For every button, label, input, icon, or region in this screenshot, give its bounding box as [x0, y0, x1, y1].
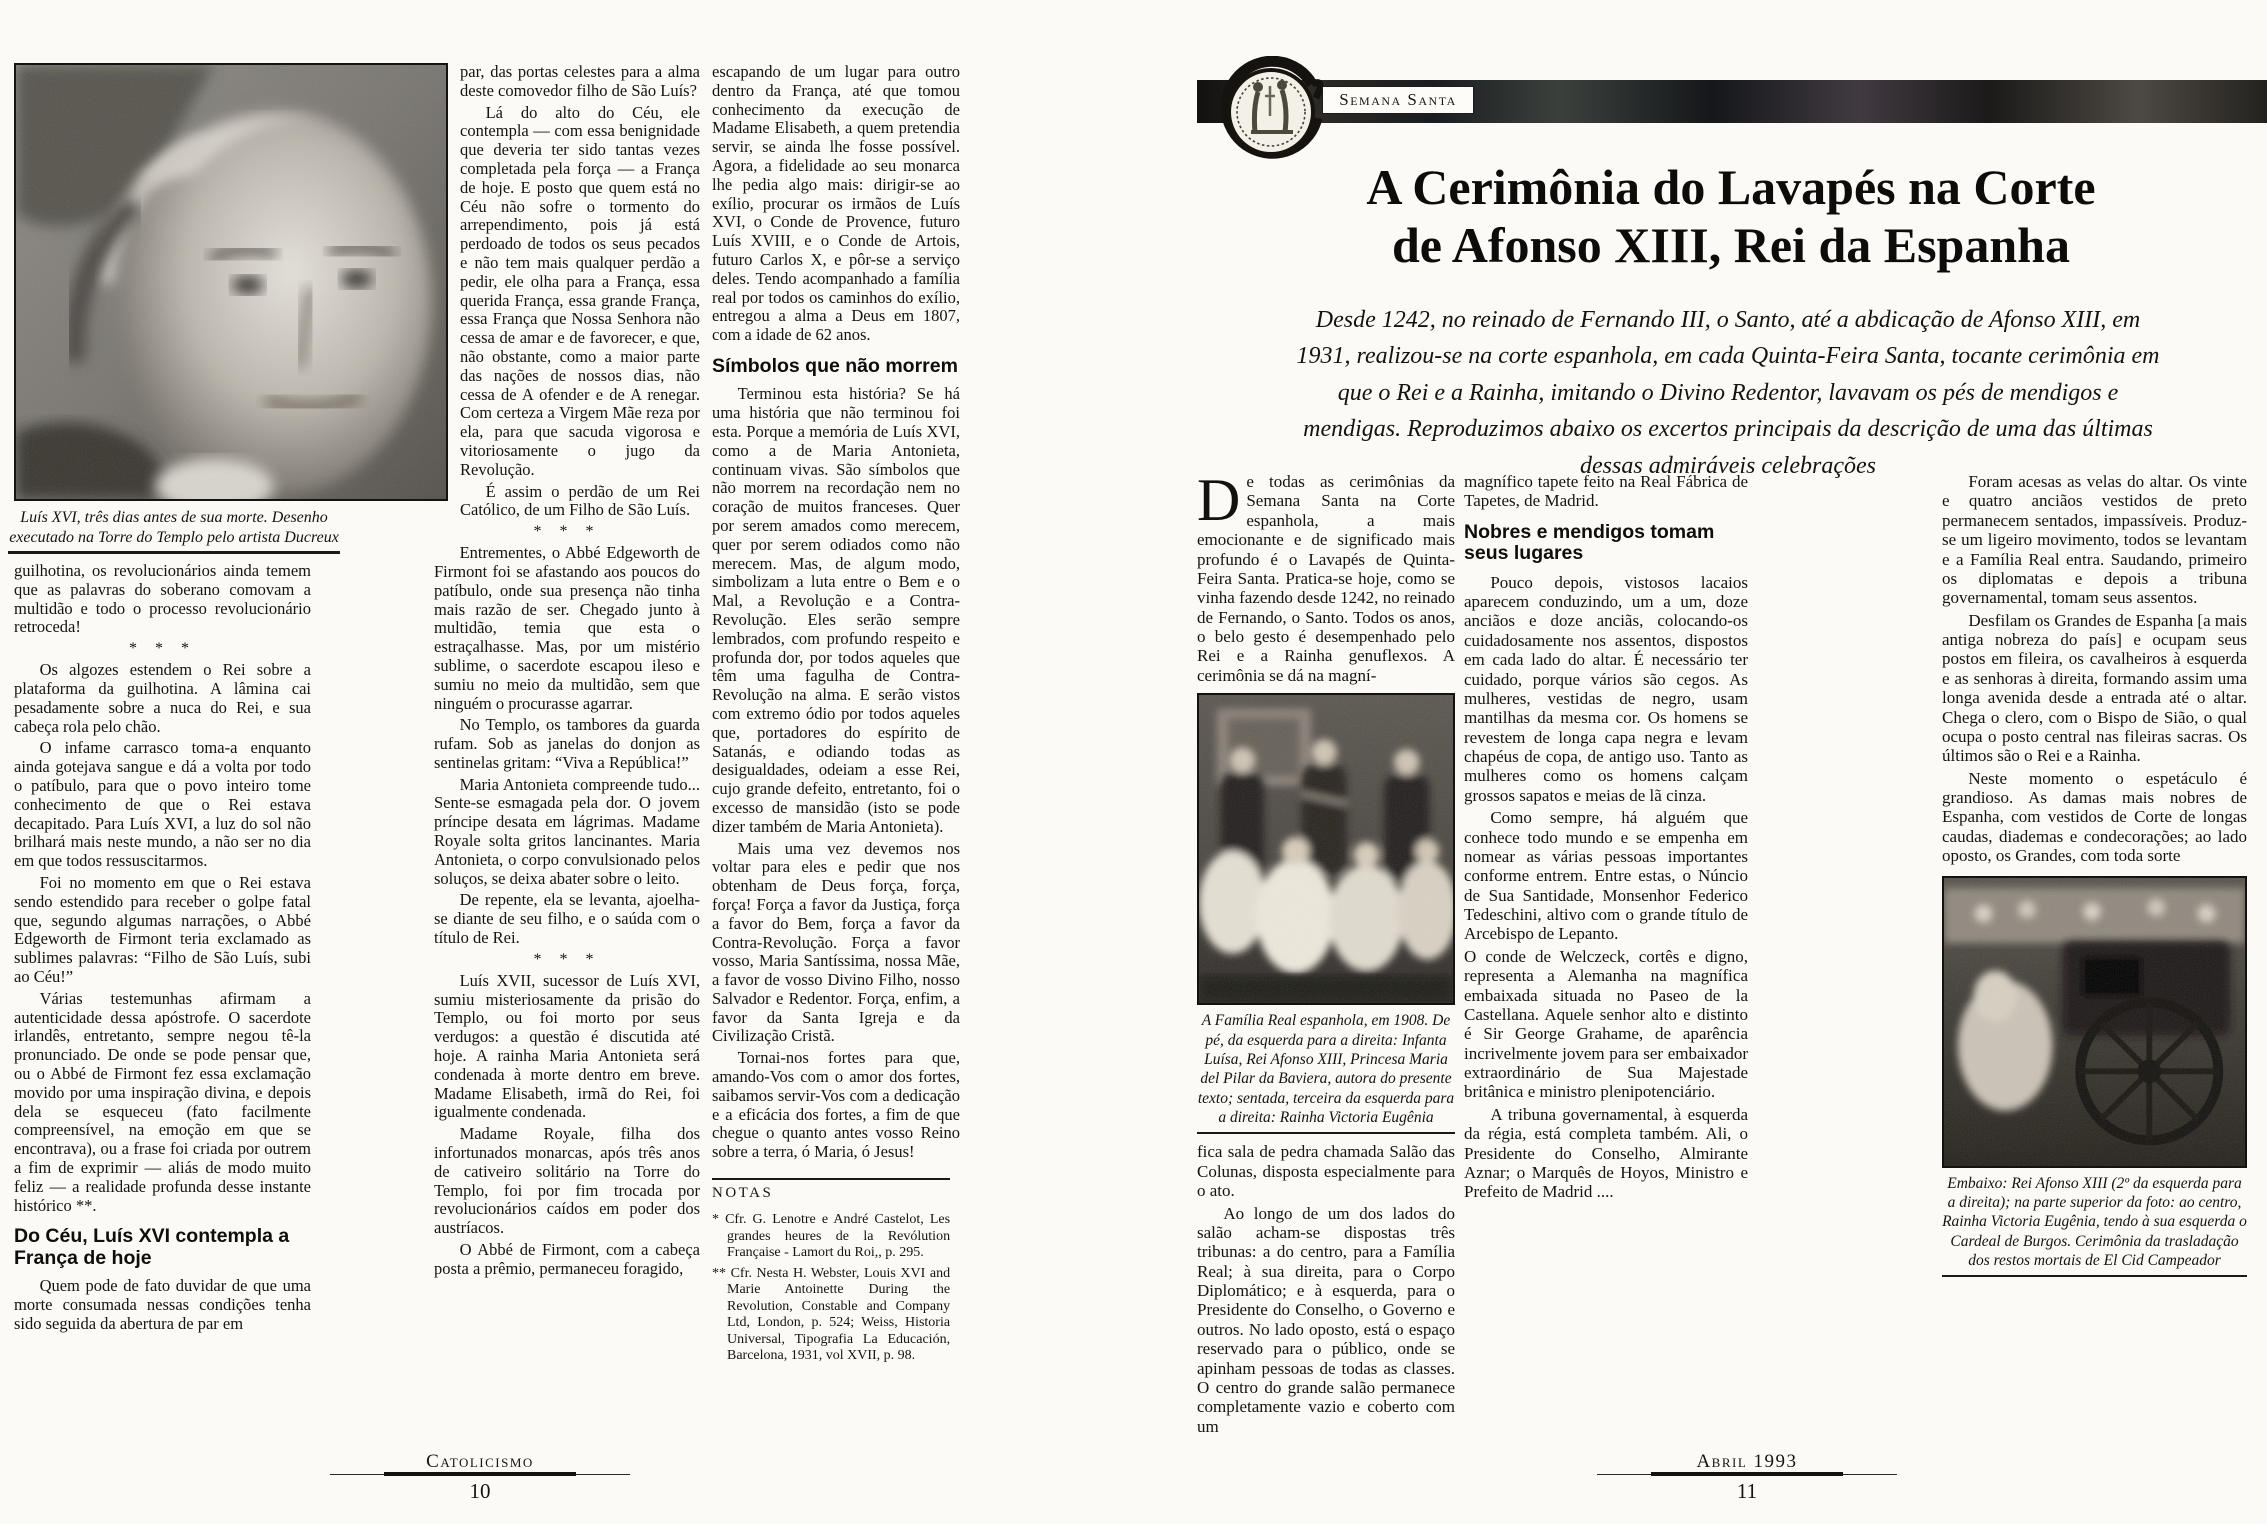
paragraph-with-dropcap [1197, 467, 1455, 685]
cid-ceremony-photo [1942, 876, 2247, 1168]
article-title-line1: A Cerimônia do Lavapés na Corte [1366, 159, 2096, 215]
right-column-3 [1942, 472, 2247, 1285]
paragraph: O Abbé de Firmont, com a cabeça posta a prêmio, permaneceu foragido, [434, 1240, 700, 1278]
section-separator: * * * [129, 640, 196, 658]
paragraph: escapando de um lugar para outro dentro da França, até que tomou conhecimento da execução de Madame Elisabeth, a quem pretendia servir, se ainda lhe fosse possível. Agora, a fidelidade ao seu monarca lhe pedia algo mais: dirigir-se ao exílio, procurar os irmãos de Luís XVI, o Conde de Provence, futuro Luís XVIII, e o Conde de Artois, futuro Carlos X, e pôr-se a serviço deles. Tendo acompanhado a família real por todos os caminhos do exílio, entregou a alma a Deus em 1807, com a idade de 62 anos. [712, 62, 960, 345]
paragraph: Quem pode de fato duvidar de que uma morte consumada nessas condições tenha sido seguida da abertura de par em [14, 1276, 311, 1333]
paragraph: Lá do alto do Céu, ele contempla — com essa benignidade que deveria ter sido tantas vezes completada pela força — a França de hoje. E posto que quem está no Céu não sofre o tormento do arrependimento, pois já está perdoado de todos os seus pecados e não tem mais qualquer perdão a pedir, ele olha para a França, essa querida França, essa grande França, essa França que Nossa Senhora não cessa de amar e de favorecer, e que, não obstante, como a maior parte das nações de nossos dias, não cessa de A ofender e de A renegar. Com certeza a Virgem Mãe reza por ela, para que sacuda vigorosa e vitoriosamente o jugo da Revolução. [460, 102, 700, 479]
article-title-line2: de Afonso XIII, Rei da Espanha [1392, 217, 2070, 273]
paragraph: Tornai-nos fortes para que, amando-Vos com o amor dos fortes, saibamos servir-Vos com a dedicação e a eficácia dos fortes, a fim de que chegue o quanto antes vosso Reino sobre a terra, ó Maria, ó Jesus! [712, 1048, 960, 1162]
footnote: * Cfr. G. Lenotre e André Castelot, Les grandes heures de la Revólution Française - Lamort du Roi,, p. 295. [712, 1212, 951, 1261]
paragraph: Ao longo de um dos lados do salão acham-se dispostas três tribunas: a do centro, para a Família Real; à sua direita, para o Corpo Diplomático; e à esquerda, para o Presidente do Conselho, o Governo e outros. No lado oposto, está o espaço reservado para o público, onde se apinham pessoas de todas as classes. O centro do grande salão permanece completamente vazio e coberto com um [1197, 1203, 1455, 1436]
paragraph: guilhotina, os revolucionários ainda temem que as palavras do soberano comovam a multidão e todo o processo revolucionário retroceda! [14, 561, 311, 637]
medallion-logo-icon [1218, 56, 1330, 168]
paragraph-text: e todas as cerimônias da Semana Santa na Corte espanhola, a mais emocionante e de significado mais profundo é o Lavapés de Quinta-Feira Santa. Pratica-se hoje, como se vinha fazendo desde 1242, no reinado de Fernando, o Santo. Todos os anos, o belo gesto é desempenhado pelo Rei e a Rainha genuflexos. A cerimônia se dá na magní- [1197, 472, 1455, 685]
royal-family-illustration [1199, 695, 1453, 1003]
page-number: 10 [469, 1479, 491, 1503]
footnote: ** Cfr. Nesta H. Webster, Louis XVI and Marie Antoinette During the Revolution, Constable and Company Ltd, London, p. 524; Weiss, Historia Universal, Tipografia La Educación, Barcelona, 1931, vol XVII, p. 98. [712, 1265, 951, 1364]
paragraph: A tribuna governamental, à esquerda da régia, está completa também. Ali, o Presidente do Conselho, Almirante Aznar; o Marquês de Hoyos, Ministro e Prefeito de Madrid .... [1464, 1104, 1748, 1202]
paragraph: Entrementes, o Abbé Edgeworth de Firmont foi se afastando aos poucos do patíbulo, onde sua presença não tinha mais razão de ser. Chegado junto à multidão, temia que esta o estraçalhasse. Mas, por um mistério sublime, o sacerdote escapou ileso e sumiu no meio da multidão, sem que ninguém o procurasse agarrar. [434, 543, 700, 713]
royal-family-photo-caption: A Família Real espanhola, em 1908. De pé, da esquerda para a direita: Infanta Luísa, Rei Afonso XIII, Princesa Maria del Pilar da Baviera, autora do presente texto; sentada, terceira da esquerda para a direita: Rainha Victoria Eugênia [1197, 1011, 1455, 1134]
dropcap-letter: D [1197, 467, 1241, 533]
right-column-2 [1464, 472, 1748, 1205]
article-lede: Desde 1242, no reinado de Fernando III, o Santo, até a abdicação de Afonso XIII, em 1931, realizou-se na corte espanhola, em cada Quinta-Feira Santa, tocante cerimônia em que o Rei e a Rainha, imitando o Divino Redentor, lavavam os pés de mendigos e mendigas. Reproduzimos abaixo os excertos principais da descrição de uma das últimas dessas admiráveis celebrações [1296, 307, 2160, 479]
paragraph: par, das portas celestes para a alma deste comovedor filho de São Luís? [460, 62, 700, 100]
right-column-1 [1197, 467, 1455, 1439]
image-wrap-spacer [434, 63, 460, 511]
paragraph: Foi no momento em que o Rei estava sendo estendido para receber o golpe fatal que, segundo algumas narrações, o Abbé Edgeworth de Firmont teria exclamado as sublimes palavras: “Filho de São Luís, subi ao Céu!” [14, 872, 311, 986]
article-title [1195, 158, 2267, 274]
paragraph: Como sempre, há alguém que conhece todo mundo e se empenha em nomear as várias pessoas importantes conforme entrem. Entre estas, o Núncio de Sua Santidade, Monsenhor Federico Tedeschini, altivo com o grande título de Arcebispo de Lepanto. [1464, 808, 1748, 944]
paragraph: Luís XVII, sucessor de Luís XVI, sumiu misteriosamente da prisão do Templo, ou foi morto por seus verdugos: a questão é discutida até hoje. A rainha Maria Antonieta será condenada à morte dentro em breve. Madame Elisabeth, irmã do Rei, foi igualmente condenada. [434, 970, 700, 1122]
kicker-badge: Semana Santa [1322, 86, 1474, 114]
paragraph: magnífico tapete feito na Real Fábrica de Tapetes, de Madrid. [1464, 472, 1748, 511]
cid-ceremony-photo-caption: Embaixo: Rei Afonso XIII (2º da esquerda para a direita); na parte superior da foto: ao centro, Rainha Victoria Eugênia, tendo à sua esquerda o Cardeal de Burgos. Cerimônia da trasladação dos restos mortais de El Cid Campeador [1942, 1174, 2247, 1278]
paragraph: fica sala de pedra chamada Salão das Colunas, disposta especialmente para o ato. [1197, 1142, 1455, 1201]
paragraph: É assim o perdão de um Rei Católico, de um Filho de São Luís. [460, 481, 700, 520]
portrait-illustration [16, 65, 446, 499]
medallion-illustration [1218, 56, 1330, 168]
paragraph: Desfilam os Grandes de Espanha [a mais antiga nobreza do país] e ocupam seus postos em fileira, os cavalheiros à esquerda e as senhoras à direita, formando assim uma longa avenida desde a entrada até o altar. Chega o clero, com o Bispo de Sião, o qual ocupa o posto central nas fileiras sacras. Os últimos são o Rei e a Rainha. [1942, 610, 2247, 766]
paragraph: Os algozes estendem o Rei sobre a plataforma da guilhotina. A lâmina cai pesadamente sobre a nuca do Rei, e sua cabeça rola pelo chão. [14, 660, 311, 736]
paragraph: O infame carrasco toma-a enquanto ainda gotejava sangue e dá a volta por todo o patíbulo, para que o povo inteiro tome conhecimento de que o Rei estava decapitado. Para Luís XVI, a luz do sol não brilhará mais neste mundo, a não ser no dia em que todos ressuscitarmos. [14, 738, 311, 871]
paragraph: Neste momento o espetáculo é grandioso. As damas mais nobres de Espanha, com vestidos de Corte de longas caudas, diademas e condecorações; ao lado oposto, os Grandes, com toda sorte [1942, 768, 2247, 866]
paragraph: Mais uma vez devemos nos voltar para eles e pedir que nos obtenham de Deus força, força, força! Força a favor da Justiça, força a favor do Bem, força a favor da Contra-Revolução. Força a favor vosso, Maria Santíssima, nossa Mãe, a favor de vosso Divino Filho, nosso Salvador e Redentor. Força, enfim, a favor da Santa Igreja e da Civilização Cristã. [712, 838, 960, 1046]
footer-rule [1597, 1474, 1897, 1480]
issue-date: Abril 1993 [1696, 1451, 1798, 1472]
paragraph: No Templo, os tambores da guarda rufam. Sob as janelas do donjon as sentinelas gritam: “Viva a República!” [434, 715, 700, 772]
footnotes-block [712, 1178, 950, 1365]
paragraph: Maria Antonieta compreende tudo... Sente-se esmagada pela dor. O jovem príncipe desata em lágrimas. Madame Royale solta gritos lancinantes. Maria Antonieta, o corpo convulsionado pelos soluços, se deixa abater sobre o leito. [434, 774, 700, 888]
section-separator: * * * [533, 950, 601, 968]
paragraph: Várias testemunhas afirmam a autenticidade dessa apóstrofe. O sacerdote irlandês, entretanto, sempre negou tê-la pronunciado. De onde se pode pensar que, ou o Abbé de Firmont fez essa exclamação movido por uma inspiração divina, e depois dela se esqueceu (fato facilmente compreensível, na emoção em que se encontrava), ou a frase foi criada por outrem a fim de exprimir — aliás de modo muito feliz — a realidade profunda desse instante histórico **. [14, 988, 311, 1215]
page-number: 11 [1736, 1479, 1758, 1503]
paragraph: Madame Royale, filha dos infortunados monarcas, após três anos de cativeiro solitário na Torre do Templo, foi por fim trocada por revolucionários caídos em poder dos austríacos. [434, 1124, 700, 1238]
paragraph: De repente, ela se levanta, ajoelha-se diante de seu filho, e o saúda com o título de Rei. [434, 890, 700, 948]
section-heading: Do Céu, Luís XVI contempla a França de hoje [14, 1225, 290, 1269]
left-column-2 [434, 63, 700, 1282]
footnotes-title: NOTAS [712, 1185, 774, 1202]
paragraph: Foram acesas as velas do altar. Os vinte e quatro anciãos vestidos de preto permanecem sentados, impassíveis. Produz-se um ligeiro movimento, todos se levantam e a Família Real entra. Saudando, primeiro os diplomatas e depois a tribuna governamental, tomam seus assentos. [1942, 472, 2247, 608]
portrait-caption: Luís XVI, três dias antes de sua morte. Desenho executado na Torre do Templo pelo artista Ducreux [8, 508, 340, 554]
section-heading: Símbolos que não morrem [712, 354, 958, 377]
section-heading: Nobres e mendigos tomam seus lugares [1464, 520, 1715, 565]
footer-rule [330, 1474, 630, 1480]
paragraph: Pouco depois, vistosos lacaios aparecem conduzindo, um a um, doze anciãos e doze anciãs, colocando-os cuidadosamente nos assentos, dispostos em cada lado do altar. É necessário ter cuidado, porque vários são cegos. As mulheres, vestidas de negro, usam mantilhas da mesma cor. Os homens se revestem de longa capa negra e levam chapéus de copa, de antigo uso. Tanto as mulheres como os homens calçam grossos sapatos e meias de lã cinza. [1464, 572, 1748, 805]
left-page-footer [330, 1452, 630, 1502]
paragraph: Terminou esta história? Se há uma história que não terminou foi esta. Porque a memória de Luís XVI, como a de Maria Antonieta, continuam vivas. São símbolos que não morrem na recordação nem no coração de muitos franceses. Quer por serem amados como merecem, quer por serem odiados como não merecem. Mas, de algum modo, simbolizam a luta entre o Bem e o Mal, a Revolução e a Contra-Revolução. Eles serão sempre lembrados, com profundo respeito e profunda dor, por todos aqueles que têm uma fagulha de Contra-Revolução na alma. E serão vistos com extremo ódio por todos aqueles que, portadores do espírito de Satanás, e odiando todas as desigualdades, odeiam a esse Rei, cujo grande defeito, entretanto, foi o excesso de mansidão (isto se pode dizer também de Maria Antonieta). [712, 384, 960, 836]
cid-ceremony-illustration [1944, 878, 2245, 1166]
portrait-photo-luis-xvi [14, 63, 448, 501]
left-column-1 [14, 562, 311, 1337]
left-column-3 [712, 63, 960, 1369]
section-separator: * * * [533, 523, 601, 541]
magazine-name: Catolicismo [426, 1451, 534, 1472]
right-page-footer [1597, 1452, 1897, 1502]
paragraph: O conde de Welczeck, cortês e digno, representa a Alemanha na magnífica embaixada situada no Paseo de la Castellana. Aquele senhor alto e distinto é Sir George Grahame, de aparência incrivelmente jovem para ser embaixador extraordinário de Sua Majestade britânica e ministro plenipotenciário. [1464, 946, 1748, 1102]
royal-family-photo [1197, 693, 1455, 1005]
